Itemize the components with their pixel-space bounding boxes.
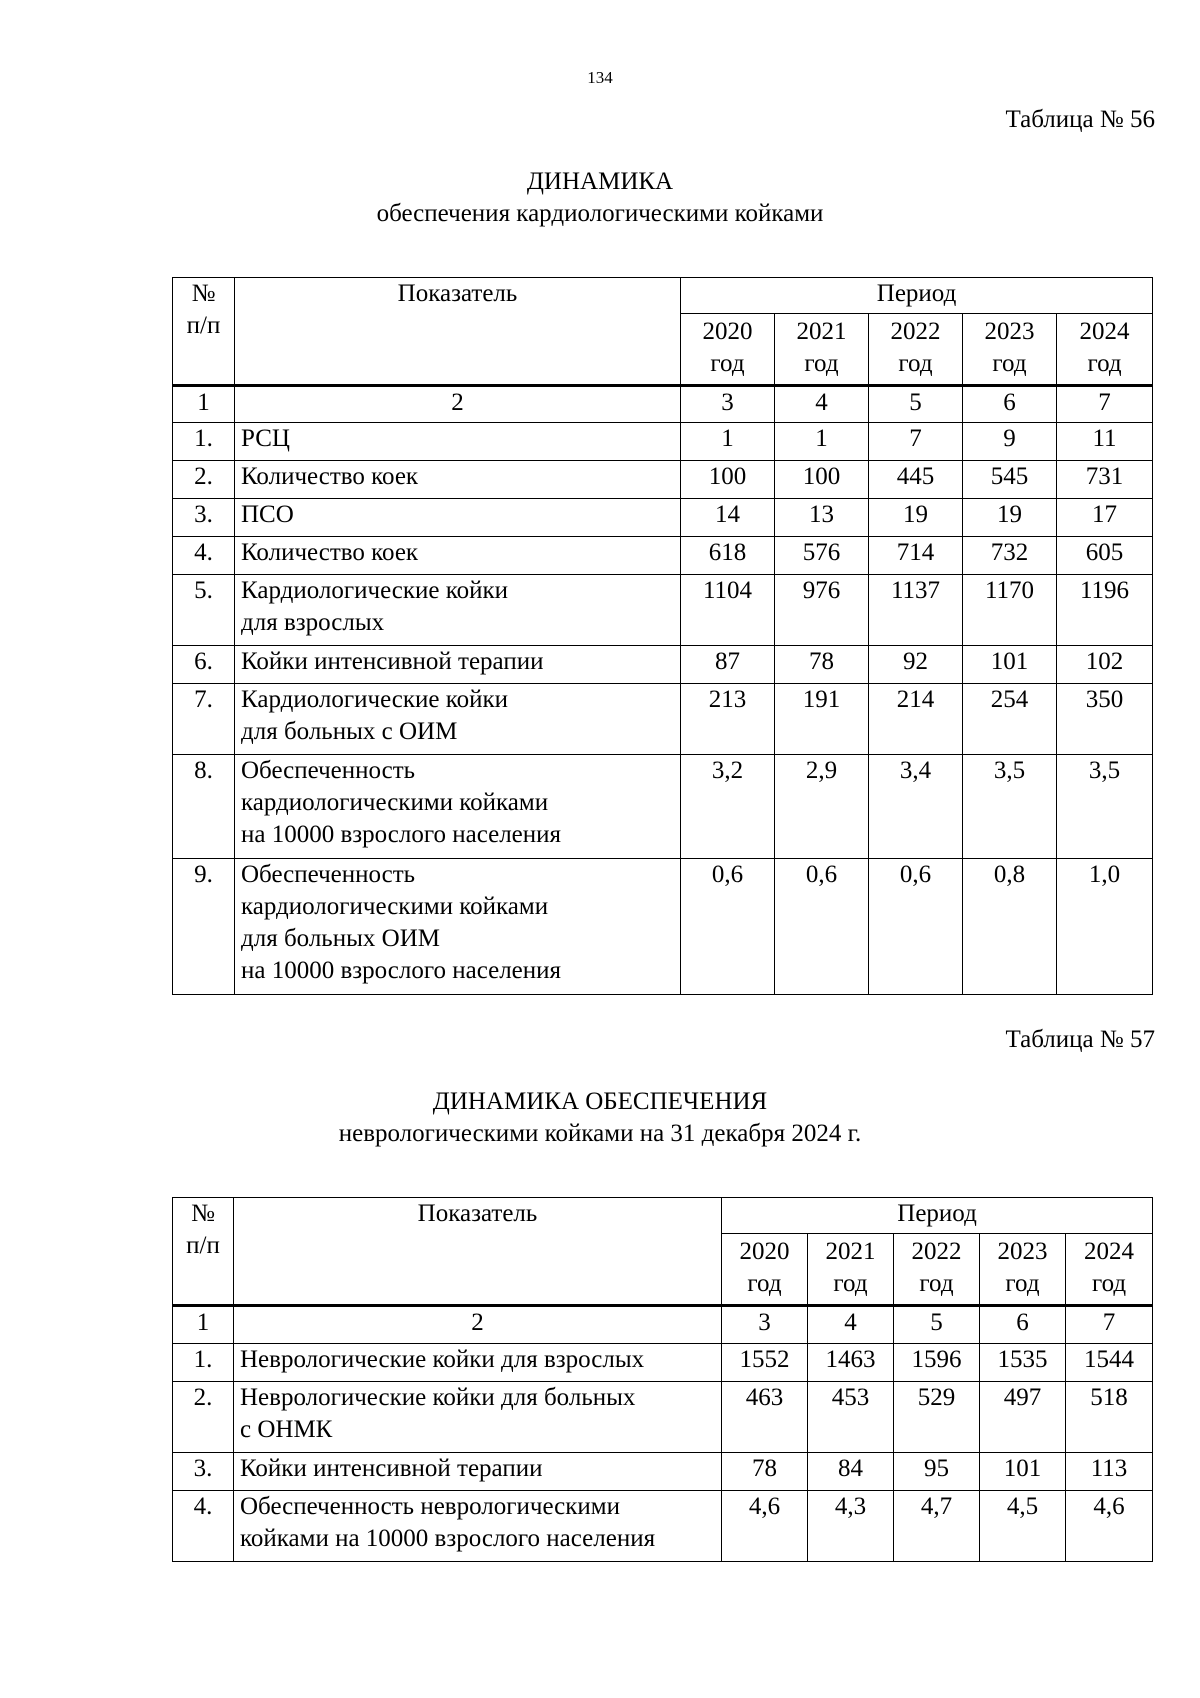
row-value: 1535 xyxy=(980,1344,1066,1382)
col-header-year: 2023 год xyxy=(963,314,1057,386)
row-number: 3. xyxy=(173,499,235,537)
row-indicator: ПСО xyxy=(235,499,681,537)
col-header-year: 2021 год xyxy=(808,1234,894,1306)
table-row xyxy=(173,461,1153,499)
row-number: 8. xyxy=(173,755,235,859)
row-value: 3,4 xyxy=(869,755,963,859)
table-row xyxy=(173,537,1153,575)
row-value: 1170 xyxy=(963,575,1057,646)
column-numbers-row xyxy=(173,386,1153,423)
row-indicator: РСЦ xyxy=(235,423,681,461)
row-value: 4,6 xyxy=(722,1491,808,1562)
row-value: 545 xyxy=(963,461,1057,499)
row-value: 101 xyxy=(980,1453,1066,1491)
table-row xyxy=(173,1382,1153,1453)
row-value: 1104 xyxy=(681,575,775,646)
row-value: 0,6 xyxy=(869,859,963,995)
row-value: 605 xyxy=(1057,537,1153,575)
row-number: 9. xyxy=(173,859,235,995)
table-57 xyxy=(172,1197,1153,1562)
row-value: 19 xyxy=(963,499,1057,537)
column-number: 5 xyxy=(869,386,963,423)
col-header-indicator: Показатель xyxy=(235,278,681,386)
row-value: 3,5 xyxy=(963,755,1057,859)
col-header-year: 2023 год xyxy=(980,1234,1066,1306)
column-number: 6 xyxy=(963,386,1057,423)
row-value: 102 xyxy=(1057,646,1153,684)
row-value: 0,6 xyxy=(775,859,869,995)
table-57-title xyxy=(0,1086,1200,1150)
column-numbers-row xyxy=(173,1306,1153,1344)
row-value: 17 xyxy=(1057,499,1153,537)
row-value: 3,5 xyxy=(1057,755,1153,859)
row-indicator: Количество коек xyxy=(235,537,681,575)
col-header-no: № п/п xyxy=(173,1198,234,1306)
column-number: 4 xyxy=(775,386,869,423)
column-number: 4 xyxy=(808,1306,894,1344)
row-value: 731 xyxy=(1057,461,1153,499)
col-header-year: 2021 год xyxy=(775,314,869,386)
row-value: 4,3 xyxy=(808,1491,894,1562)
table-57-label: Таблица № 57 xyxy=(1005,1026,1155,1053)
table-row xyxy=(173,1344,1153,1382)
row-number: 1. xyxy=(173,423,235,461)
table-56-label: Таблица № 56 xyxy=(1005,106,1155,133)
row-indicator: Обеспеченность кардиологическими койками для больных ОИМ на 10000 взрослого населения xyxy=(235,859,681,995)
table-row xyxy=(173,646,1153,684)
table-56 xyxy=(172,277,1153,995)
column-number: 7 xyxy=(1066,1306,1153,1344)
row-value: 87 xyxy=(681,646,775,684)
row-value: 1 xyxy=(775,423,869,461)
row-value: 1,0 xyxy=(1057,859,1153,995)
row-number: 5. xyxy=(173,575,235,646)
row-value: 213 xyxy=(681,684,775,755)
row-value: 100 xyxy=(775,461,869,499)
row-value: 95 xyxy=(894,1453,980,1491)
row-value: 100 xyxy=(681,461,775,499)
row-value: 350 xyxy=(1057,684,1153,755)
row-value: 4,5 xyxy=(980,1491,1066,1562)
table-56-title-line2: обеспечения кардиологическими койками xyxy=(376,200,824,227)
row-number: 4. xyxy=(173,537,235,575)
row-value: 618 xyxy=(681,537,775,575)
col-header-no: № п/п xyxy=(173,278,235,386)
row-indicator: Койки интенсивной терапии xyxy=(235,646,681,684)
column-number: 1 xyxy=(173,1306,234,1344)
table-row xyxy=(173,1453,1153,1491)
column-number: 3 xyxy=(681,386,775,423)
table-row xyxy=(173,684,1153,755)
row-value: 13 xyxy=(775,499,869,537)
row-value: 714 xyxy=(869,537,963,575)
row-value: 4,7 xyxy=(894,1491,980,1562)
col-header-year: 2024 год xyxy=(1057,314,1153,386)
row-indicator: Кардиологические койки для больных с ОИМ xyxy=(235,684,681,755)
row-value: 0,6 xyxy=(681,859,775,995)
table-row xyxy=(173,499,1153,537)
col-header-year: 2022 год xyxy=(869,314,963,386)
row-value: 4,6 xyxy=(1066,1491,1153,1562)
row-value: 1196 xyxy=(1057,575,1153,646)
col-header-year: 2020 год xyxy=(722,1234,808,1306)
row-value: 84 xyxy=(808,1453,894,1491)
column-number: 7 xyxy=(1057,386,1153,423)
row-value: 78 xyxy=(775,646,869,684)
col-header-year: 2020 год xyxy=(681,314,775,386)
col-header-year: 2022 год xyxy=(894,1234,980,1306)
table-57-header-row xyxy=(173,1198,1153,1234)
row-value: 9 xyxy=(963,423,1057,461)
row-value: 113 xyxy=(1066,1453,1153,1491)
row-number: 4. xyxy=(173,1491,234,1562)
table-row xyxy=(173,859,1153,995)
row-value: 1137 xyxy=(869,575,963,646)
row-indicator: Койки интенсивной терапии xyxy=(234,1453,722,1491)
row-indicator: Неврологические койки для больных с ОНМК xyxy=(234,1382,722,1453)
table-56-title xyxy=(0,166,1200,230)
table-row xyxy=(173,755,1153,859)
row-number: 7. xyxy=(173,684,235,755)
page-number: 134 xyxy=(587,68,613,87)
row-value: 101 xyxy=(963,646,1057,684)
column-number: 2 xyxy=(234,1306,722,1344)
col-header-year: 2024 год xyxy=(1066,1234,1153,1306)
table-row xyxy=(173,575,1153,646)
table-56-header-row xyxy=(173,278,1153,314)
row-value: 1596 xyxy=(894,1344,980,1382)
row-value: 7 xyxy=(869,423,963,461)
row-number: 3. xyxy=(173,1453,234,1491)
row-value: 1463 xyxy=(808,1344,894,1382)
row-value: 1544 xyxy=(1066,1344,1153,1382)
row-number: 6. xyxy=(173,646,235,684)
row-value: 191 xyxy=(775,684,869,755)
column-number: 5 xyxy=(894,1306,980,1344)
row-value: 11 xyxy=(1057,423,1153,461)
row-value: 254 xyxy=(963,684,1057,755)
row-number: 2. xyxy=(173,1382,234,1453)
column-number: 2 xyxy=(235,386,681,423)
row-value: 576 xyxy=(775,537,869,575)
row-indicator: Обеспеченность кардиологическими койками на 10000 взрослого населения xyxy=(235,755,681,859)
row-value: 14 xyxy=(681,499,775,537)
row-value: 453 xyxy=(808,1382,894,1453)
column-number: 1 xyxy=(173,386,235,423)
row-value: 3,2 xyxy=(681,755,775,859)
row-value: 1552 xyxy=(722,1344,808,1382)
row-value: 1 xyxy=(681,423,775,461)
row-value: 529 xyxy=(894,1382,980,1453)
col-header-period: Период xyxy=(722,1198,1153,1234)
table-row xyxy=(173,1491,1153,1562)
table-57-title-line1: ДИНАМИКА ОБЕСПЕЧЕНИЯ xyxy=(432,1088,768,1115)
row-value: 92 xyxy=(869,646,963,684)
row-value: 214 xyxy=(869,684,963,755)
table-row xyxy=(173,423,1153,461)
row-indicator: Кардиологические койки для взрослых xyxy=(235,575,681,646)
col-header-indicator: Показатель xyxy=(234,1198,722,1306)
row-value: 2,9 xyxy=(775,755,869,859)
row-indicator: Количество коек xyxy=(235,461,681,499)
table-56-title-line1: ДИНАМИКА xyxy=(526,168,674,195)
row-value: 463 xyxy=(722,1382,808,1453)
row-value: 445 xyxy=(869,461,963,499)
row-indicator: Обеспеченность неврологическими койками на 10000 взрослого населения xyxy=(234,1491,722,1562)
row-value: 19 xyxy=(869,499,963,537)
row-number: 2. xyxy=(173,461,235,499)
table-57-title-line2: неврологическими койками на 31 декабря 2024 г. xyxy=(338,1120,862,1147)
row-value: 976 xyxy=(775,575,869,646)
column-number: 3 xyxy=(722,1306,808,1344)
row-number: 1. xyxy=(173,1344,234,1382)
column-number: 6 xyxy=(980,1306,1066,1344)
row-indicator: Неврологические койки для взрослых xyxy=(234,1344,722,1382)
col-header-period: Период xyxy=(681,278,1153,314)
row-value: 78 xyxy=(722,1453,808,1491)
row-value: 732 xyxy=(963,537,1057,575)
row-value: 0,8 xyxy=(963,859,1057,995)
row-value: 518 xyxy=(1066,1382,1153,1453)
row-value: 497 xyxy=(980,1382,1066,1453)
